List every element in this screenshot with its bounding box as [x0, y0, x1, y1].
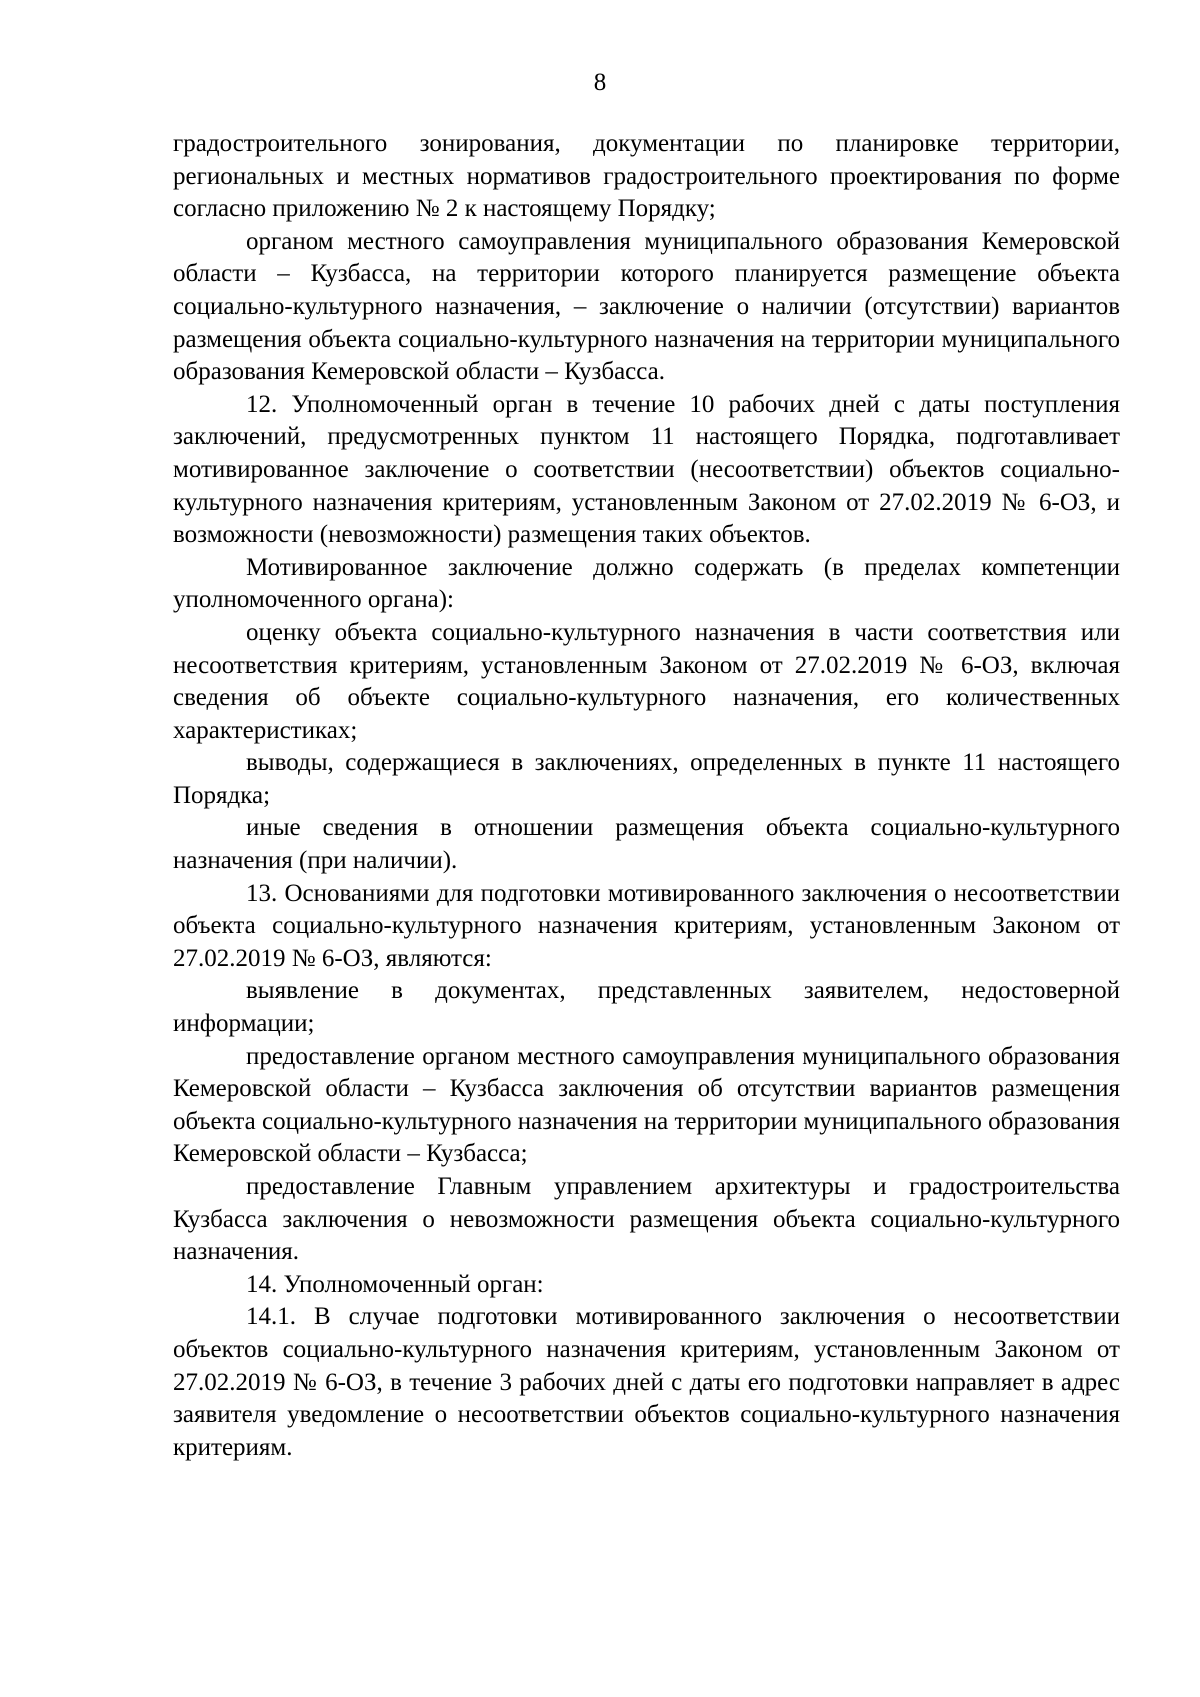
paragraph: градостроительного зонирования, документации по планировке территории, региональных и местных нормативов градостроительного проектирования по форме согласно приложению № 2 к настоящему Порядку;: [173, 130, 1120, 223]
paragraph-item-13: 13. Основаниями для подготовки мотивированного заключения о несоответствии объекта социально-культурного назначения критериям, установленным Законом от 27.02.2019 № 6-ОЗ, являются:: [173, 879, 1120, 972]
paragraph: иные сведения в отношении размещения объекта социально-культурного назначения (при наличии).: [173, 814, 1120, 875]
document-body: [173, 128, 1120, 1464]
paragraph-item-12: 12. Уполномоченный орган в течение 10 рабочих дней с даты поступления заключений, предусмотренных пунктом 11 настоящего Порядка, подготавливает мотивированное заключение о соответствии (несоответствии) объектов социально-культурного назначения критериям, установленным Законом от 27.02.2019 № 6-ОЗ, и возможности (невозможности) размещения таких объектов.: [173, 390, 1120, 549]
paragraph: оценку объекта социально-культурного назначения в части соответствия или несоответствия критериям, установленным Законом от 27.02.2019 № 6-ОЗ, включая сведения об объекте социально-культурного назначения, его количественных характеристиках;: [173, 618, 1120, 744]
paragraph: выводы, содержащиеся в заключениях, определенных в пункте 11 настоящего Порядка;: [173, 749, 1120, 809]
paragraph: предоставление органом местного самоуправления муниципального образования Кемеровской области – Кузбасса заключения об отсутствии вариантов размещения объекта социально-культурного назначения на территории муниципального образования Кемеровской области – Кузбасса;: [173, 1042, 1121, 1168]
page-number: 8: [593, 69, 607, 96]
paragraph: выявление в документах, представленных заявителем, недостоверной информации;: [173, 977, 1120, 1038]
paragraph: органом местного самоуправления муниципального образования Кемеровской области – Кузбасса, на территории которого планируется размещение объекта социально-культурного назначения, – заключение о наличии (отсутствии) вариантов размещения объекта социально-культурного назначения на территории муниципального образования Кемеровской области – Кузбасса.: [173, 227, 1120, 386]
paragraph: Мотивированное заключение должно содержать (в пределах компетенции уполномоченного органа):: [173, 553, 1120, 614]
paragraph: предоставление Главным управлением архитектуры и градостроительства Кузбасса заключения о невозможности размещения объекта социально-культурного назначения.: [173, 1173, 1120, 1266]
paragraph-item-14: 14. Уполномоченный орган:: [246, 1270, 544, 1298]
paragraph-item-14-1: 14.1. В случае подготовки мотивированного заключения о несоответствии объектов социально-культурного назначения критериям, установленным Законом от 27.02.2019 № 6-ОЗ, в течение 3 рабочих дней с даты его подготовки направляет в адрес заявителя уведомление о несоответствии объектов социально-культурного назначения критериям.: [173, 1303, 1120, 1461]
